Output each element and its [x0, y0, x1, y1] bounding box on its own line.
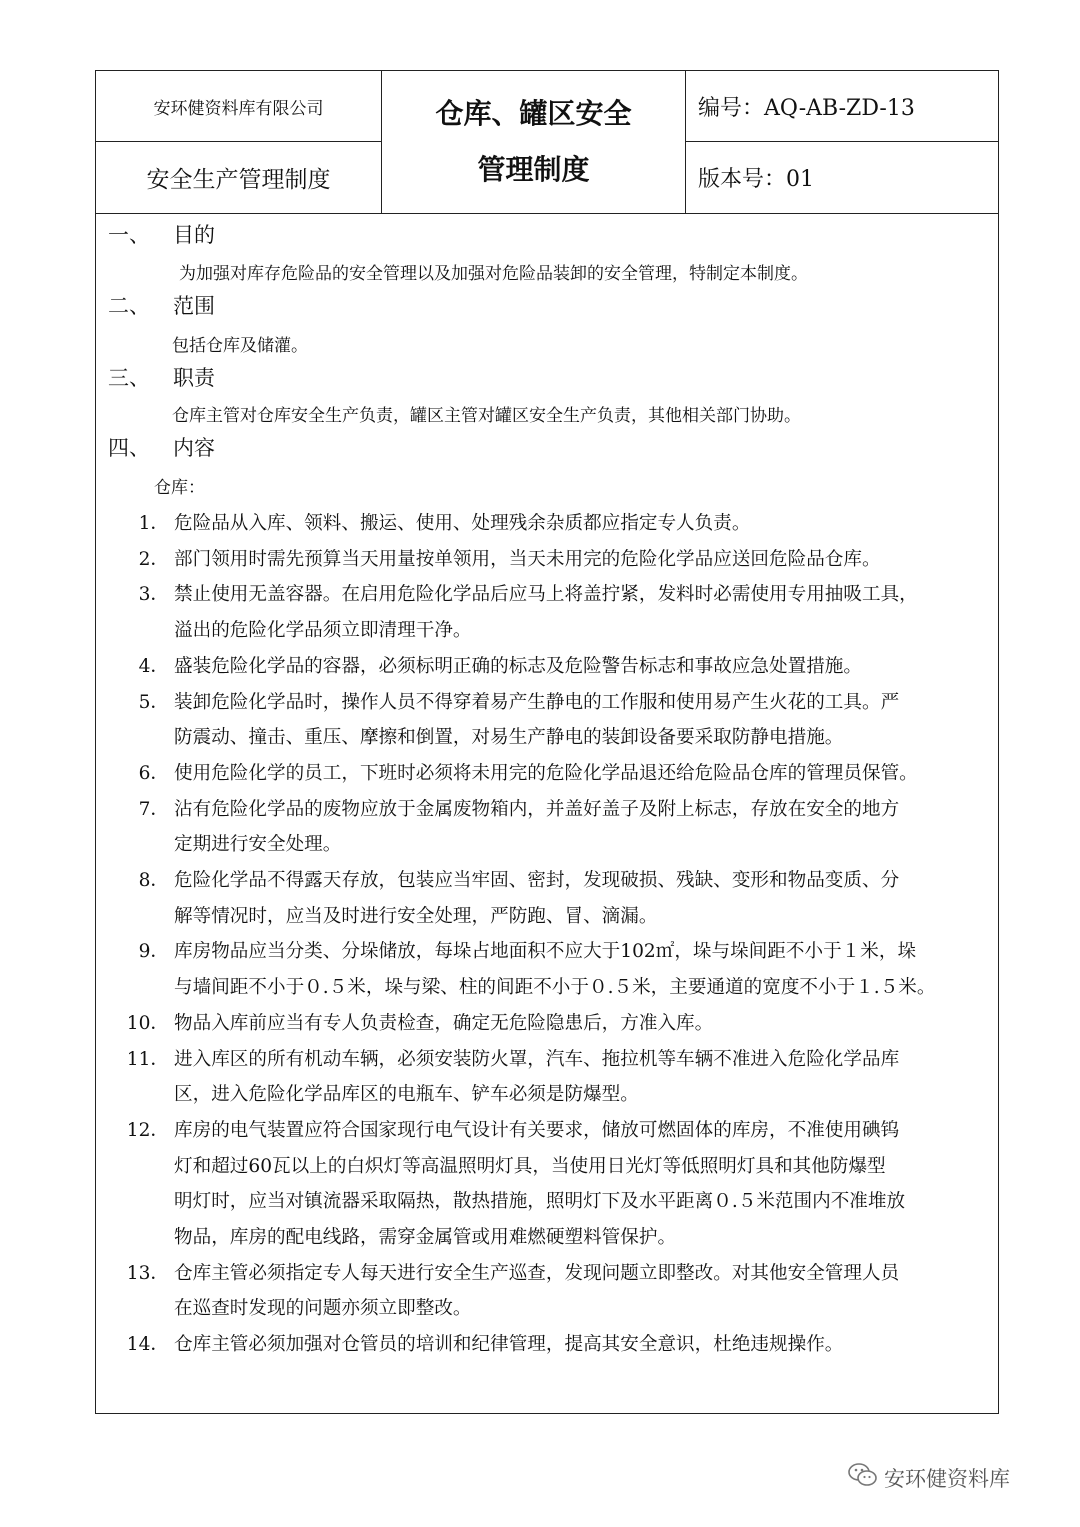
item-line: 部门领用时需先预算当天用量按单领用，当天未用完的危险化学品应送回危险品仓库。	[174, 548, 881, 570]
item-line: 灯和超过60瓦以上的白炽灯等高温照明灯具，当使用日光灯等低照明灯具和其他防爆型	[174, 1155, 886, 1177]
item-number: 3．	[138, 584, 169, 606]
item-number: 8．	[138, 870, 169, 891]
item-number: 6．	[138, 762, 169, 784]
content-item	[96, 795, 998, 866]
content-item	[96, 652, 998, 688]
item-line: 物品，库房的配电线路，需穿金属管或用难燃硬塑料管保护。	[174, 1226, 677, 1248]
watermark-text: 安环健资料库	[884, 1466, 1010, 1491]
item-line: 仓库主管必须指定专人每天进行安全生产巡查，发现问题立即整改。对其他安全管理人员	[174, 1262, 900, 1284]
content-item	[96, 1259, 998, 1330]
document-title	[382, 71, 686, 213]
document-frame	[95, 70, 999, 1414]
section-title: 职责	[173, 366, 215, 390]
content-item	[96, 937, 998, 1008]
document-version: 版本号：01	[698, 167, 814, 192]
watermark	[848, 1462, 1010, 1493]
content-item	[96, 1116, 998, 1259]
section-heading-scope	[108, 290, 215, 320]
section-number: 四、	[108, 436, 150, 460]
content-item	[96, 509, 998, 545]
item-line: 溢出的危险化学品须立即清理干净。	[174, 620, 472, 642]
content-item	[96, 759, 998, 795]
item-line: 在巡查时发现的问题亦须立即整改。	[174, 1298, 472, 1320]
item-line: 解等情况时，应当及时进行安全处理，严防跑、冒、滴漏。	[174, 905, 658, 927]
content-item	[96, 1045, 998, 1116]
company-name: 安环健资料库有限公司	[96, 71, 382, 142]
content-item	[96, 866, 998, 937]
item-number: 2．	[138, 548, 169, 570]
item-line: 危险化学品不得露天存放，包装应当牢固、密封，发现破损、残缺、变形和物品变质、分	[174, 870, 900, 891]
item-line: 库房物品应当分类、分垛储放，每垛占地面积不应大于102㎡，垛与垛间距不小于１米，垛	[174, 941, 917, 963]
wechat-icon	[848, 1462, 884, 1493]
item-line: 仓库主管必须加强对仓管员的培训和纪律管理，提高其安全意识，杜绝违规操作。	[174, 1334, 844, 1356]
item-number: 4．	[138, 655, 169, 677]
item-line: 使用危险化学的员工，下班时必须将未用完的危险化学品退还给危险品仓库的管理员保管。	[174, 762, 918, 784]
system-name: 安全生产管理制度	[96, 142, 382, 213]
section-text-duties: 仓库主管对仓库安全生产负责，罐区主管对罐区安全生产负责，其他相关部门协助。	[172, 406, 801, 426]
document-title-line1: 仓库、罐区安全	[435, 97, 632, 130]
item-line: 库房的电气装置应符合国家现行电气设计有关要求，储放可燃固体的库房，不准使用碘钨	[174, 1119, 900, 1141]
item-number: 7．	[138, 798, 169, 820]
section-title: 内容	[173, 436, 215, 460]
content-item	[96, 545, 998, 581]
section-number: 二、	[108, 294, 150, 318]
item-number: 1．	[138, 513, 169, 534]
section-text-scope: 包括仓库及储灌。	[172, 336, 308, 356]
item-number: 12．	[126, 1119, 169, 1141]
section-heading-purpose	[108, 219, 215, 249]
item-line: 装卸危险化学品时，操作人员不得穿着易产生静电的工作服和使用易产生火花的工具。严	[174, 691, 900, 713]
item-line: 盛装危险化学品的容器，必须标明正确的标志及危险警告标志和事故应急处置措施。	[174, 655, 862, 677]
item-line: 定期进行安全处理。	[174, 834, 342, 856]
item-number: 13．	[126, 1262, 169, 1284]
item-number: 9．	[138, 941, 169, 963]
section-heading-content	[108, 432, 215, 462]
content-item	[96, 1330, 998, 1366]
item-line: 进入库区的所有机动车辆，必须安装防火罩，汽车、拖拉机等车辆不准进入危险化学品库	[174, 1048, 900, 1070]
item-line: 危险品从入库、领料、搬运、使用、处理残余杂质都应指定专人负责。	[174, 513, 751, 534]
warehouse-subheading: 仓库：	[154, 478, 205, 498]
document-title-line2: 管理制度	[477, 153, 590, 186]
document-header	[96, 71, 998, 214]
section-text-purpose: 为加强对库存危险品的安全管理以及加强对危险品装卸的安全管理，特制定本制度。	[179, 264, 808, 284]
section-number: 一、	[108, 223, 150, 247]
item-line: 防震动、撞击、重压、摩擦和倒置，对易生产静电的装卸设备要采取防静电措施。	[174, 727, 844, 749]
item-number: 11．	[126, 1048, 169, 1070]
item-line: 与墙间距不小于０.５米，垛与梁、柱的间距不小于０.５米，主要通道的宽度不小于１.５米。	[174, 977, 936, 999]
content-item	[96, 1009, 998, 1045]
content-item	[96, 580, 998, 651]
content-item	[96, 688, 998, 759]
section-title: 目的	[173, 223, 215, 247]
item-line: 物品入库前应当有专人负责检查，确定无危险隐患后，方准入库。	[174, 1012, 714, 1034]
document-code: 编号：AQ-AB-ZD-13	[686, 71, 998, 142]
item-line: 禁止使用无盖容器。在启用危险化学品后应马上将盖拧紧，发料时必需使用专用抽吸工具，	[174, 584, 918, 606]
item-number: 10．	[126, 1012, 169, 1034]
section-title: 范围	[173, 294, 215, 318]
section-number: 三、	[108, 366, 150, 390]
item-line: 明灯时，应当对镇流器采取隔热，散热措施，照明灯下及水平距离０.５米范围内不准堆放	[174, 1191, 906, 1213]
item-line: 区，进入危险化学品库区的电瓶车、铲车必须是防爆型。	[174, 1084, 639, 1106]
item-number: 14．	[126, 1334, 169, 1356]
item-number: 5．	[138, 691, 169, 713]
item-line: 沾有危险化学品的废物应放于金属废物箱内，并盖好盖子及附上标志，存放在安全的地方	[174, 798, 900, 820]
section-heading-duties	[108, 362, 215, 392]
